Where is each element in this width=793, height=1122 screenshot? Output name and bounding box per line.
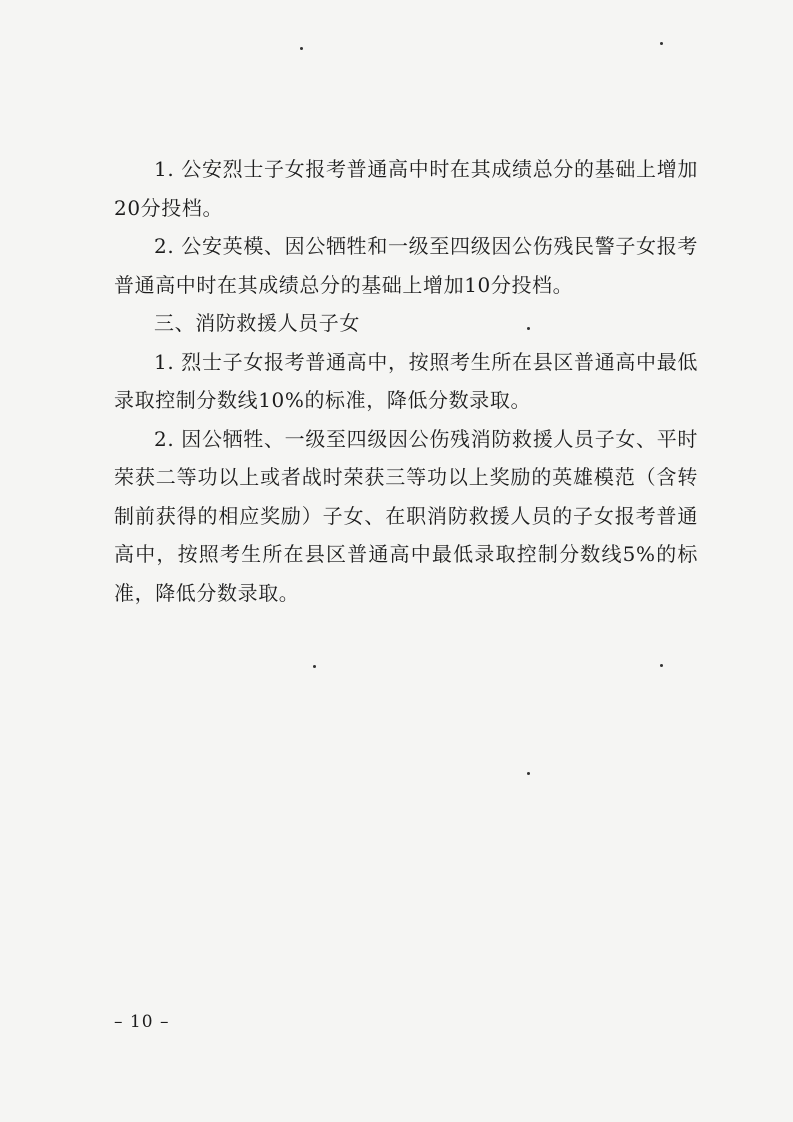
scan-speck	[313, 665, 316, 668]
page-number: – 10 –	[114, 1012, 170, 1032]
document-body	[114, 150, 698, 612]
scan-speck	[527, 772, 530, 775]
scan-speck	[660, 42, 663, 45]
scan-speck	[660, 664, 663, 667]
scan-speck	[300, 47, 303, 50]
paragraph-fire-rescue-children: 2. 因公牺牲、一级至四级因公伤残消防救援人员子女、平时荣获二等功以上或者战时荣获三等功以上奖励的英雄模范（含转制前获得的相应奖励）子女、在职消防救援人员的子女报考普通高中，按照考生所在县区普通高中最低录取控制分数线5%的标准，降低分数录取。	[114, 426, 698, 605]
paragraph-fire-martyr-children: 1. 烈士子女报考普通高中，按照考生所在县区普通高中最低录取控制分数线10%的标准，降低分数录取。	[114, 349, 698, 412]
paragraph-police-martyr-children: 1. 公安烈士子女报考普通高中时在其成绩总分的基础上增加20分投档。	[114, 157, 698, 220]
paragraph-police-heroes-children: 2. 公安英模、因公牺牲和一级至四级因公伤残民警子女报考普通高中时在其成绩总分的基础上增加10分投档。	[114, 234, 698, 297]
section-heading-fire-rescue: 三、消防救援人员子女	[154, 311, 360, 335]
